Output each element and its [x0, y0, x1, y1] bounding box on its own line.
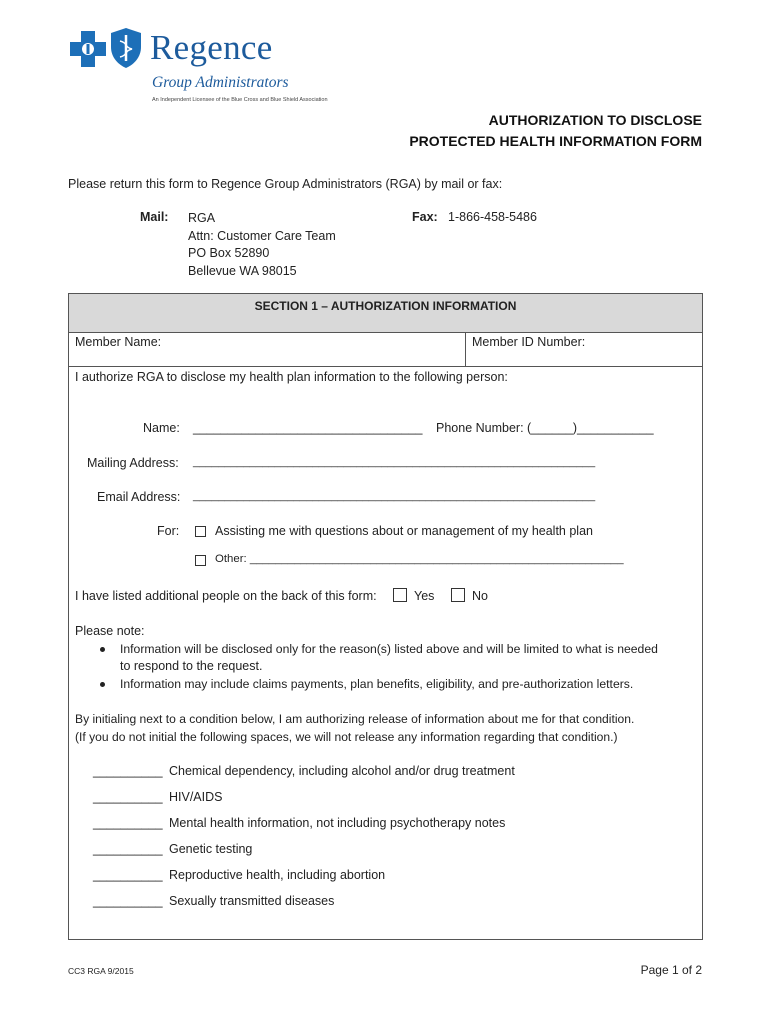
page-number: Page 1 of 2 — [640, 963, 702, 977]
form-title-line2: PROTECTED HEALTH INFORMATION FORM — [409, 133, 702, 149]
authorize-text: I authorize RGA to disclose my health plan information to the following person: — [75, 370, 508, 384]
other-option-field[interactable]: Other: ___________________________________________________________ — [215, 553, 624, 565]
mail-line: PO Box 52890 — [188, 246, 270, 260]
condition-label: Mental health information, not including psychotherapy notes — [169, 816, 506, 830]
mailing-address-field[interactable]: ________________________________________________________________ — [193, 456, 596, 468]
brand-subtitle: Group Administrators — [152, 74, 289, 91]
bullet-icon — [100, 682, 105, 687]
yes-checkbox[interactable] — [393, 588, 407, 602]
blue-cross-logo-icon — [70, 31, 106, 67]
name-label: Name: — [143, 421, 180, 435]
condition-initial-field[interactable]: __________ — [93, 790, 163, 804]
mail-line: RGA — [188, 211, 216, 225]
mail-label: Mail: — [140, 210, 169, 224]
form-title — [409, 110, 702, 152]
condition-label: Chemical dependency, including alcohol and/or drug treatment — [169, 764, 515, 778]
name-field[interactable]: _________________________________ — [193, 421, 423, 435]
section-1-box — [68, 293, 703, 940]
no-checkbox[interactable] — [451, 588, 465, 602]
mail-line: Attn: Customer Care Team — [188, 228, 336, 243]
condition-initial-field[interactable]: __________ — [93, 764, 163, 778]
member-name-field[interactable]: Member Name: — [75, 335, 162, 349]
note-1-line-2: to respond to the request. — [120, 659, 263, 673]
note-2: Information may include claims payments, plan benefits, eligibility, and pre-authorization letters. — [120, 677, 634, 691]
initial-instruction-2: (If you do not initial the following spaces, we will not release any information regarding that condition.) — [75, 730, 618, 744]
additional-people-text: I have listed additional people on the back of this form: — [75, 589, 377, 603]
condition-label: HIV/AIDS — [169, 790, 223, 804]
email-address-field[interactable]: ________________________________________________________________ — [193, 490, 596, 502]
condition-label: Reproductive health, including abortion — [169, 868, 386, 882]
member-row — [68, 332, 703, 367]
brand-tagline: An Independent Licensee of the Blue Cross and Blue Shield Association — [152, 97, 328, 103]
form-code: CC3 RGA 9/2015 — [68, 966, 134, 976]
mail-address — [188, 210, 336, 280]
brand-name: Regence — [150, 28, 273, 67]
member-row-divider — [465, 332, 466, 367]
no-label: No — [472, 589, 488, 603]
initial-instruction-1: By initialing next to a condition below, I am authorizing release of information about me for that condition. — [75, 712, 635, 726]
condition-initial-field[interactable]: __________ — [93, 816, 163, 830]
email-address-label: Email Address: — [97, 490, 181, 504]
condition-initial-field[interactable]: __________ — [93, 842, 163, 856]
assist-checkbox[interactable] — [195, 526, 206, 537]
section-1-heading: SECTION 1 – AUTHORIZATION INFORMATION — [68, 293, 703, 333]
member-id-field[interactable]: Member ID Number: — [472, 335, 586, 349]
assist-option-label: Assisting me with questions about or management of my health plan — [215, 524, 593, 538]
note-heading: Please note: — [75, 624, 145, 638]
mailing-address-label: Mailing Address: — [87, 456, 179, 470]
bullet-icon — [100, 647, 105, 652]
mail-line: Bellevue WA 98015 — [188, 263, 297, 278]
note-1-line-1: Information will be disclosed only for the reason(s) listed above and will be limited to what is needed — [120, 642, 658, 656]
other-checkbox[interactable] — [195, 555, 206, 566]
phone-field[interactable]: Phone Number: (______)___________ — [436, 421, 654, 435]
condition-initial-field[interactable]: __________ — [93, 868, 163, 882]
intro-text: Please return this form to Regence Group Administrators (RGA) by mail or fax: — [68, 177, 503, 191]
form-title-line1: AUTHORIZATION TO DISCLOSE — [488, 112, 702, 128]
condition-initial-field[interactable]: __________ — [93, 894, 163, 908]
for-label: For: — [157, 524, 180, 538]
fax-label: Fax: — [412, 210, 438, 224]
yes-label: Yes — [414, 589, 435, 603]
blue-shield-logo-icon — [110, 27, 142, 69]
condition-label: Sexually transmitted diseases — [169, 894, 335, 908]
fax-number: 1-866-458-5486 — [448, 210, 537, 224]
condition-label: Genetic testing — [169, 842, 253, 856]
